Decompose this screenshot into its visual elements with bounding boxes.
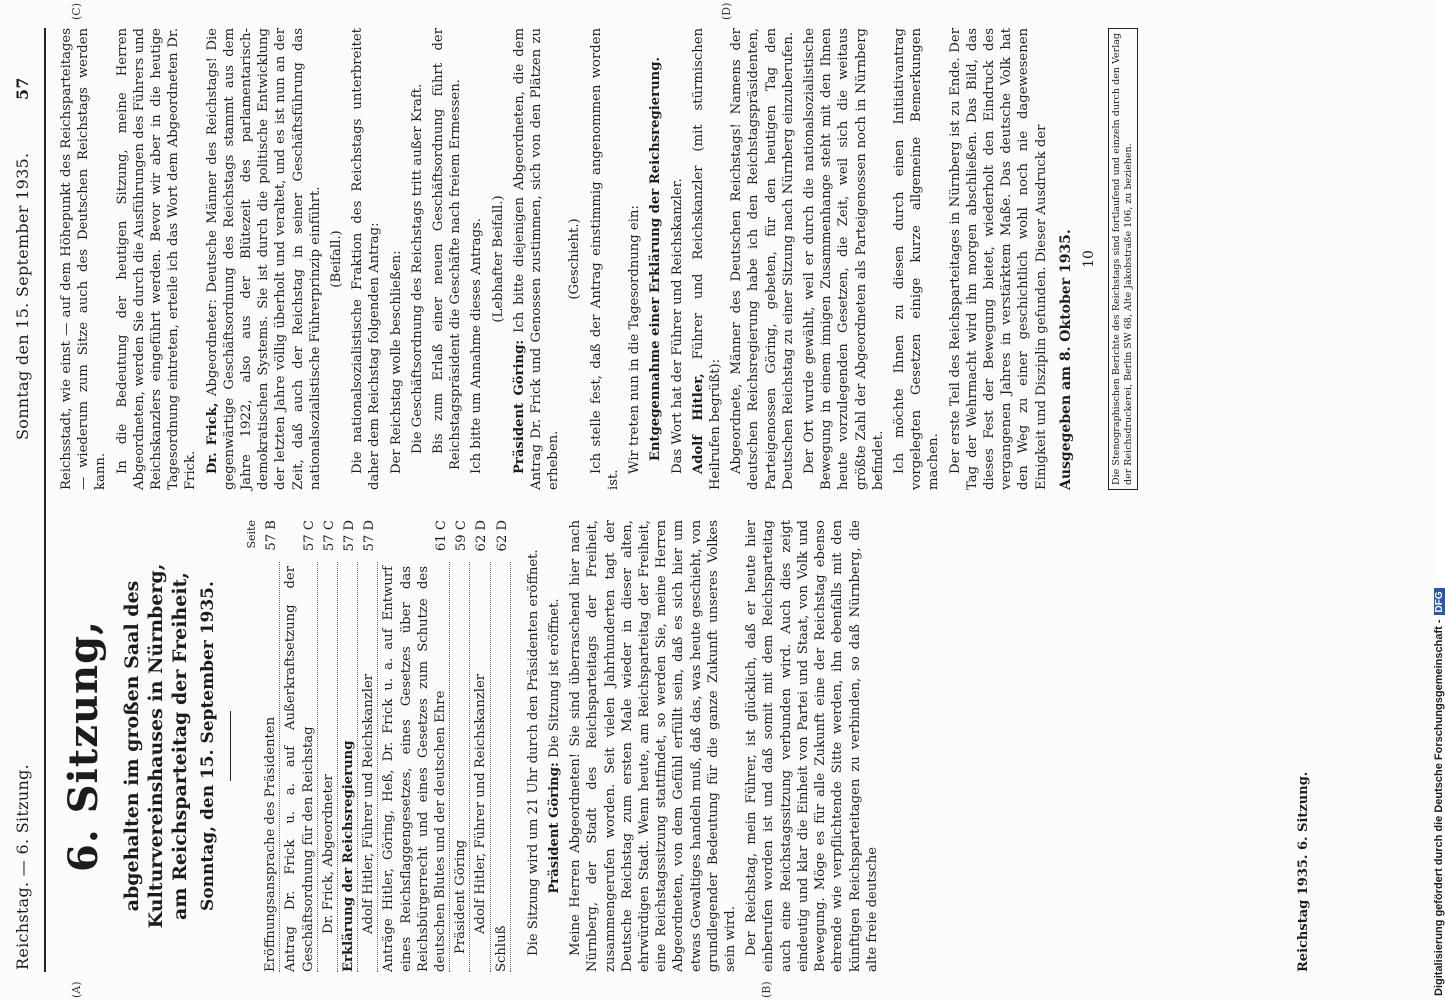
issue-date: Ausgegeben am 8. Oktober 1935. bbox=[1057, 229, 1074, 490]
toc-entry-text: Antrag Dr. Frick u. a. auf Außerkraftsetzung der Geschäftsordnung für den Reichstag bbox=[282, 562, 317, 972]
toc-entry-page: 57 D bbox=[342, 520, 358, 552]
toc-heading: Seite bbox=[245, 520, 258, 549]
speech-paragraph: Die nationalsozialistische Fraktion des Reichstags unterbreitet daher dem Reichstag folgenden Antrag: bbox=[350, 28, 383, 490]
speaker-name: Präsident Göring: bbox=[547, 762, 563, 894]
speaker-role: Führer und Reichskanzler (mit stürmischen Heilrufen begrüßt): bbox=[690, 28, 723, 490]
speaker-goering-paragraph bbox=[511, 28, 563, 490]
toc-entry-page: 62 D bbox=[494, 520, 510, 552]
dfg-side-caption bbox=[1414, 6, 1445, 996]
speech-paragraph: Wir treten nun in die Tagesordnung ein: bbox=[627, 205, 643, 474]
running-header-date: Sonntag den 15. September 1935. bbox=[13, 152, 32, 440]
toc-entry-page: 62 D bbox=[474, 520, 490, 552]
toc-entry bbox=[452, 520, 470, 972]
speaker-name: Adolf Hitler, bbox=[690, 373, 706, 474]
speaker-text: Die Sitzung ist eröffnet. bbox=[547, 598, 563, 758]
applause-note: (Lebhafter Beifall.) bbox=[490, 195, 506, 323]
toc-entry-page: 57 C bbox=[301, 520, 317, 552]
toc-entry-text: Erklärung der Reichsregierung bbox=[340, 562, 358, 972]
action-note: (Geschieht.) bbox=[567, 218, 583, 300]
speech-paragraph: Abgeordnete, Männer des Deutschen Reichstags! Namens der deutschen Reichsregierung habe ich den Reichstagspräsidenten, Parteigenossen Göring, gebeten, für den heutigen Tag den Deutschen Reichstag zu einer Sitzung nach Nürnberg einzuberufen. bbox=[729, 28, 796, 490]
speech-paragraph: Ich bitte um Annahme dieses Antrags. bbox=[469, 218, 485, 474]
page-number: 57 bbox=[13, 77, 32, 100]
speech-paragraph: Der Reichstag, mein Führer, ist glücklich, daß er heute hier einberufen worden ist und daß somit mit dem Reichsparteitag auch eine Reichstagssitzung verbunden wird. Auch dies zeigt eindeutig und klar die Einheit von Partei und Staat, von Volk und Bewegung. Möge es für alle Zukunft eine der Reichstag ebenso ehrende wie verpflichtende Sitte werden, ihn ebenfalls mit den künftigen Reichsparteitagen zu verbinden, so daß Nürnberg, die alte freie deutsche bbox=[744, 520, 880, 972]
right-column bbox=[58, 28, 1138, 490]
speech-paragraph: Der Ort wurde gewählt, weil er durch die nationalsozialistische Bewegung in einem innigen Zusammenhange steht mit den Ihnen heute vorzulegenden Gesetzen, die Zeit, weil sich die weitaus größte Zahl der Abgeordneten als Parteigenossen noch in Nürnberg befindet. bbox=[801, 28, 886, 490]
speaker-role: Abgeordneter: bbox=[204, 299, 220, 397]
speaker-text: Ich bitte diejenigen Abgeordneten, die dem Antrag Dr. Frick und Genossen zustimmen, sich von den Plätzen zu erheben. bbox=[511, 28, 562, 490]
session-title: 6. Sitzung, bbox=[60, 620, 107, 873]
session-date: Sonntag, den 15. September 1935. bbox=[198, 581, 218, 911]
dfg-caption-text bbox=[1433, 6, 1445, 996]
speech-paragraph: Das Wort hat der Führer und Reichskanzler. bbox=[669, 178, 685, 474]
toc-entry-text: Adolf Hitler, Führer und Reichskanzler bbox=[360, 562, 378, 972]
speaker-name: Präsident Göring: bbox=[511, 339, 527, 474]
toc-entry-page: 57 B bbox=[264, 520, 280, 551]
speaker-name: Dr. Frick, bbox=[204, 402, 220, 474]
footer-left: Reichstag 1935. 6. Sitzung. bbox=[1296, 771, 1311, 972]
speech-paragraph: In die Bedeutung der heutigen Sitzung, meine Herren Abgeordneten, werden Sie durch die Ausführungen des Führers und Reichskanzlers eingeführt werden. Bevor wir aber in die heutige Tagesordnung eintreten, erteile ich das Wort dem Abgeordneten Dr. Frick. bbox=[114, 28, 199, 490]
running-header-left: Reichstag. — 6. Sitzung. bbox=[13, 763, 32, 970]
speech-paragraph: Reichsstadt, wie einst — auf dem Höhepunkt des Reichsparteitages — wiederum zum Sitze auch des Deutschen Reichstags werden kann. bbox=[59, 28, 109, 490]
toc-entry bbox=[472, 520, 490, 972]
toc-entry bbox=[320, 520, 338, 972]
speech-paragraph: Der erste Teil des Reichsparteitages in Nürnberg ist zu Ende. Der Tag der Wehrmacht wird ihn morgen abschließen. Das Bild, das dieses Fest der Bewegung bietet, wiederholt den Eindruck des vergangenen Jahres in verstärktem Maße. Das deutsche Volk hat den Weg zu einer geschichtlich wohl noch nie dagewesenen Einigkeit und Disziplin gefunden. Dieser Ausdruck der bbox=[947, 28, 1049, 490]
applause-note: (Beifall.) bbox=[329, 230, 345, 288]
toc-entry bbox=[360, 520, 378, 972]
toc-entry-page: 59 C bbox=[454, 520, 470, 552]
toc-entry bbox=[380, 520, 450, 972]
toc-entry-page: 57 C bbox=[321, 520, 337, 552]
dfg-caption: Digitalisierung gefördert durch die Deutsche Forschungsgemeinschaft - bbox=[1433, 619, 1445, 996]
toc-entry-page: 61 C bbox=[434, 520, 450, 552]
session-subtitle: abgehalten im großen Saal des Kulturvereinshauses in Nürnberg, am Reichsparteitag der Freiheit, bbox=[121, 563, 191, 929]
speaker-hitler-paragraph bbox=[690, 28, 724, 490]
toc-entry-text: Schluß bbox=[493, 562, 511, 972]
margin-mark-a: (A) bbox=[70, 981, 83, 998]
toc-entry bbox=[493, 520, 511, 972]
toc-entry bbox=[282, 520, 317, 972]
margin-mark-b: (B) bbox=[760, 981, 773, 998]
toc-entry-text: Dr. Frick, Abgeordneter bbox=[320, 562, 338, 972]
publisher-stamp: Die Stenographischen Berichte des Reichstags sind fortlaufend und einzeln durch den Verlag der Reichsdruckerei, Berlin SW 68, Alte Jakobstraße 106, zu beziehen. bbox=[1108, 28, 1138, 490]
margin-mark-c: (C) bbox=[70, 3, 83, 20]
sheet-number: 10 bbox=[1080, 250, 1097, 268]
dfg-logo-icon: DFG bbox=[1434, 588, 1445, 615]
opening-paragraph: Die Sitzung wird um 21 Uhr durch den Präsidenten eröffnet. bbox=[525, 549, 541, 956]
toc-entry-text: Präsident Göring bbox=[452, 562, 470, 972]
toc-entry bbox=[262, 520, 280, 972]
toc-entry-text: Eröffnungsansprache des Präsidenten bbox=[262, 562, 280, 972]
motion-paragraph: Bis zum Erlaß einer neuen Geschäftsordnung führt der Reichstagspräsident die Geschäfte nach freiem Ermessen. bbox=[431, 28, 464, 470]
toc-entry-text: Adolf Hitler, Führer und Reichskanzler bbox=[472, 562, 490, 972]
speaker-frick-paragraph bbox=[204, 28, 324, 490]
agenda-item: Entgegennahme einer Erklärung der Reichsregierung. bbox=[648, 56, 664, 462]
title-divider bbox=[230, 711, 231, 781]
speech-paragraph: Der Reichstag wolle beschließen: bbox=[388, 250, 404, 474]
toc-entry bbox=[340, 520, 358, 972]
motion-paragraph: Die Geschäftsordnung des Reichstags tritt außer Kraft. bbox=[409, 83, 425, 454]
toc-entry-text: Anträge Hitler, Göring, Heß, Dr. Frick u. a. auf Entwurf eines Reichsflaggengesetzes, eines Gesetzes über das Reichsbürgerrecht und eines Gesetzes zum Schutze des deutschen Blutes und der deutschen Ehre bbox=[380, 562, 450, 972]
speech-paragraph: Meine Herren Abgeordneten! Sie sind überraschend hier nach Nürnberg, der Stadt des Reichsparteitags der Freiheit, zusammengerufen worden. Seit vielen Jahrhunderten tagt der Deutsche Reichstag zum ersten Male wieder in dieser alten, ehrwürdigen Stadt. Wenn heute, am Reichsparteitag der Freiheit, eine Reichstagssitzung stattfindet, so werden Sie, meine Herren Abgeordneten, von dem Gefühl erfüllt sein, daß es sich hier um etwas Gewaltiges handeln muß, daß das, was heute geschieht, von grundlegender Bedeutung für die ganze Zukunft unseres Volkes sein wird. bbox=[568, 520, 739, 972]
speaker-goering-line bbox=[546, 520, 563, 972]
speech-paragraph: Ich möchte Ihnen zu diesen durch einen Initiativantrag vorgelegten Gesetzen einige kurze allgemeine Bemerkungen machen. bbox=[891, 28, 942, 490]
margin-mark-d: (D) bbox=[720, 2, 733, 20]
toc-entry-page: 57 D bbox=[362, 520, 378, 552]
left-column bbox=[58, 520, 885, 972]
speech-paragraph: Ich stelle fest, daß der Antrag einstimmig angenommen worden ist. bbox=[588, 28, 621, 490]
table-of-contents bbox=[262, 520, 511, 972]
speaker-text: Deutsche Männer des Reichstags! Die gegenwärtige Geschäftsordnung des Reichstags stammt aus dem Jahre 1922, also aus der Blütezeit des parlamentarisch-demokratischen Systems. Sie ist durch die politische Entwicklung der letzten Jahre völlig überholt und veraltet, und es ist nun an der Zeit, daß auch der Reichstag in seiner Geschäftsführung das nationalsozialistische Führerprinzip einführt. bbox=[204, 28, 323, 490]
header-rule bbox=[44, 28, 46, 972]
